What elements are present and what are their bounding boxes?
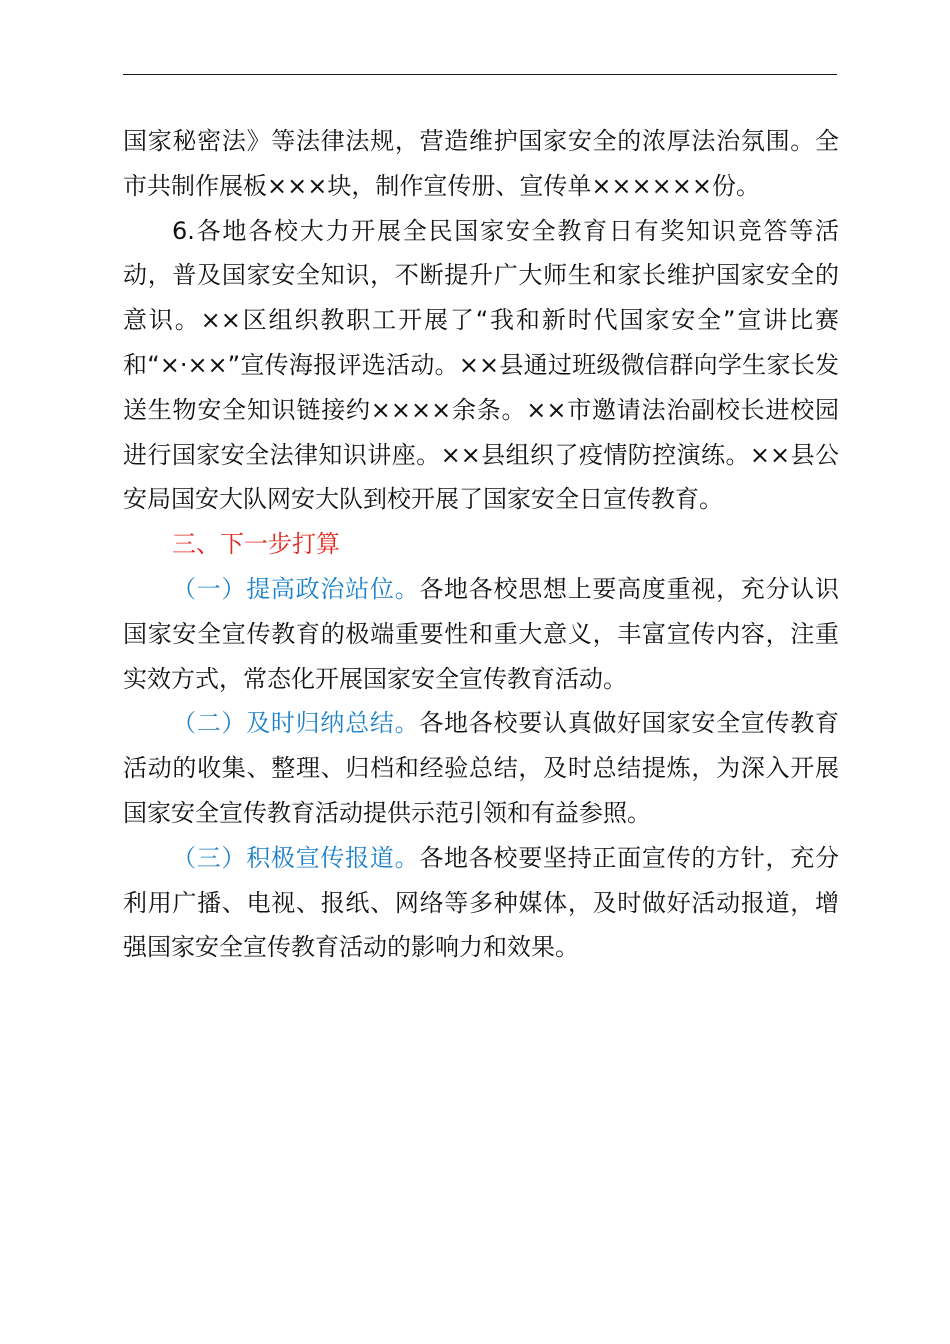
header-rule <box>123 74 837 75</box>
next-step-item-2-label: （二）及时归纳总结。 <box>172 709 420 738</box>
paragraph-continued: 国家秘密法》等法律法规，营造维护国家安全的浓厚法治氛围。全市共制作展板×××块，制作宣传册、宣传单××××××份。 <box>123 127 839 200</box>
next-step-item-2-text: 各地各校要认真做好国家安全宣传教育活动的收集、整理、归档和经验总结，及时总结提炼，为深入开展国家安全宣传教育活动提供示范引领和有益参照。 <box>123 709 840 827</box>
next-step-item-3-text: 各地各校要坚持正面宣传的方针，充分利用广播、电视、报纸、网络等多种媒体，及时做好活动报道，增强国家安全宣传教育活动的影响力和效果。 <box>123 843 840 962</box>
next-step-item-3-label: （三）积极宣传报道。 <box>172 843 420 872</box>
paragraph-item-6: 6.各地各校大力开展全民国家安全教育日有奖知识竞答等活动，普及国家安全知识，不断提升广大师生和家长维护国家安全的意识。××区组织教职工开展了“我和新时代国家安全”宣讲比赛和“×·××”宣传海报评选活动。××县通过班级微信群向学生家长发送生物安全知识链接约××××余条。××市邀请法治副校长进校园进行国家安全法律知识讲座。××县组织了疫情防控演练。××县公安局国安大队网安大队到校开展了国家安全日宣传教育。 <box>123 216 839 514</box>
next-step-item-1-label: （一）提高政治站位。 <box>172 574 420 603</box>
section-heading-next-steps: 三、下一步打算 <box>172 530 340 559</box>
next-step-item-1-text: 各地各校思想上要高度重视，充分认识国家安全宣传教育的极端重要性和重大意义，丰富宣传内容，注重实效方式，常态化开展国家安全宣传教育活动。 <box>123 574 840 693</box>
next-step-item-3 <box>123 836 839 970</box>
next-step-item-1 <box>123 567 839 701</box>
document-body <box>123 119 839 970</box>
next-step-item-2 <box>123 701 839 835</box>
